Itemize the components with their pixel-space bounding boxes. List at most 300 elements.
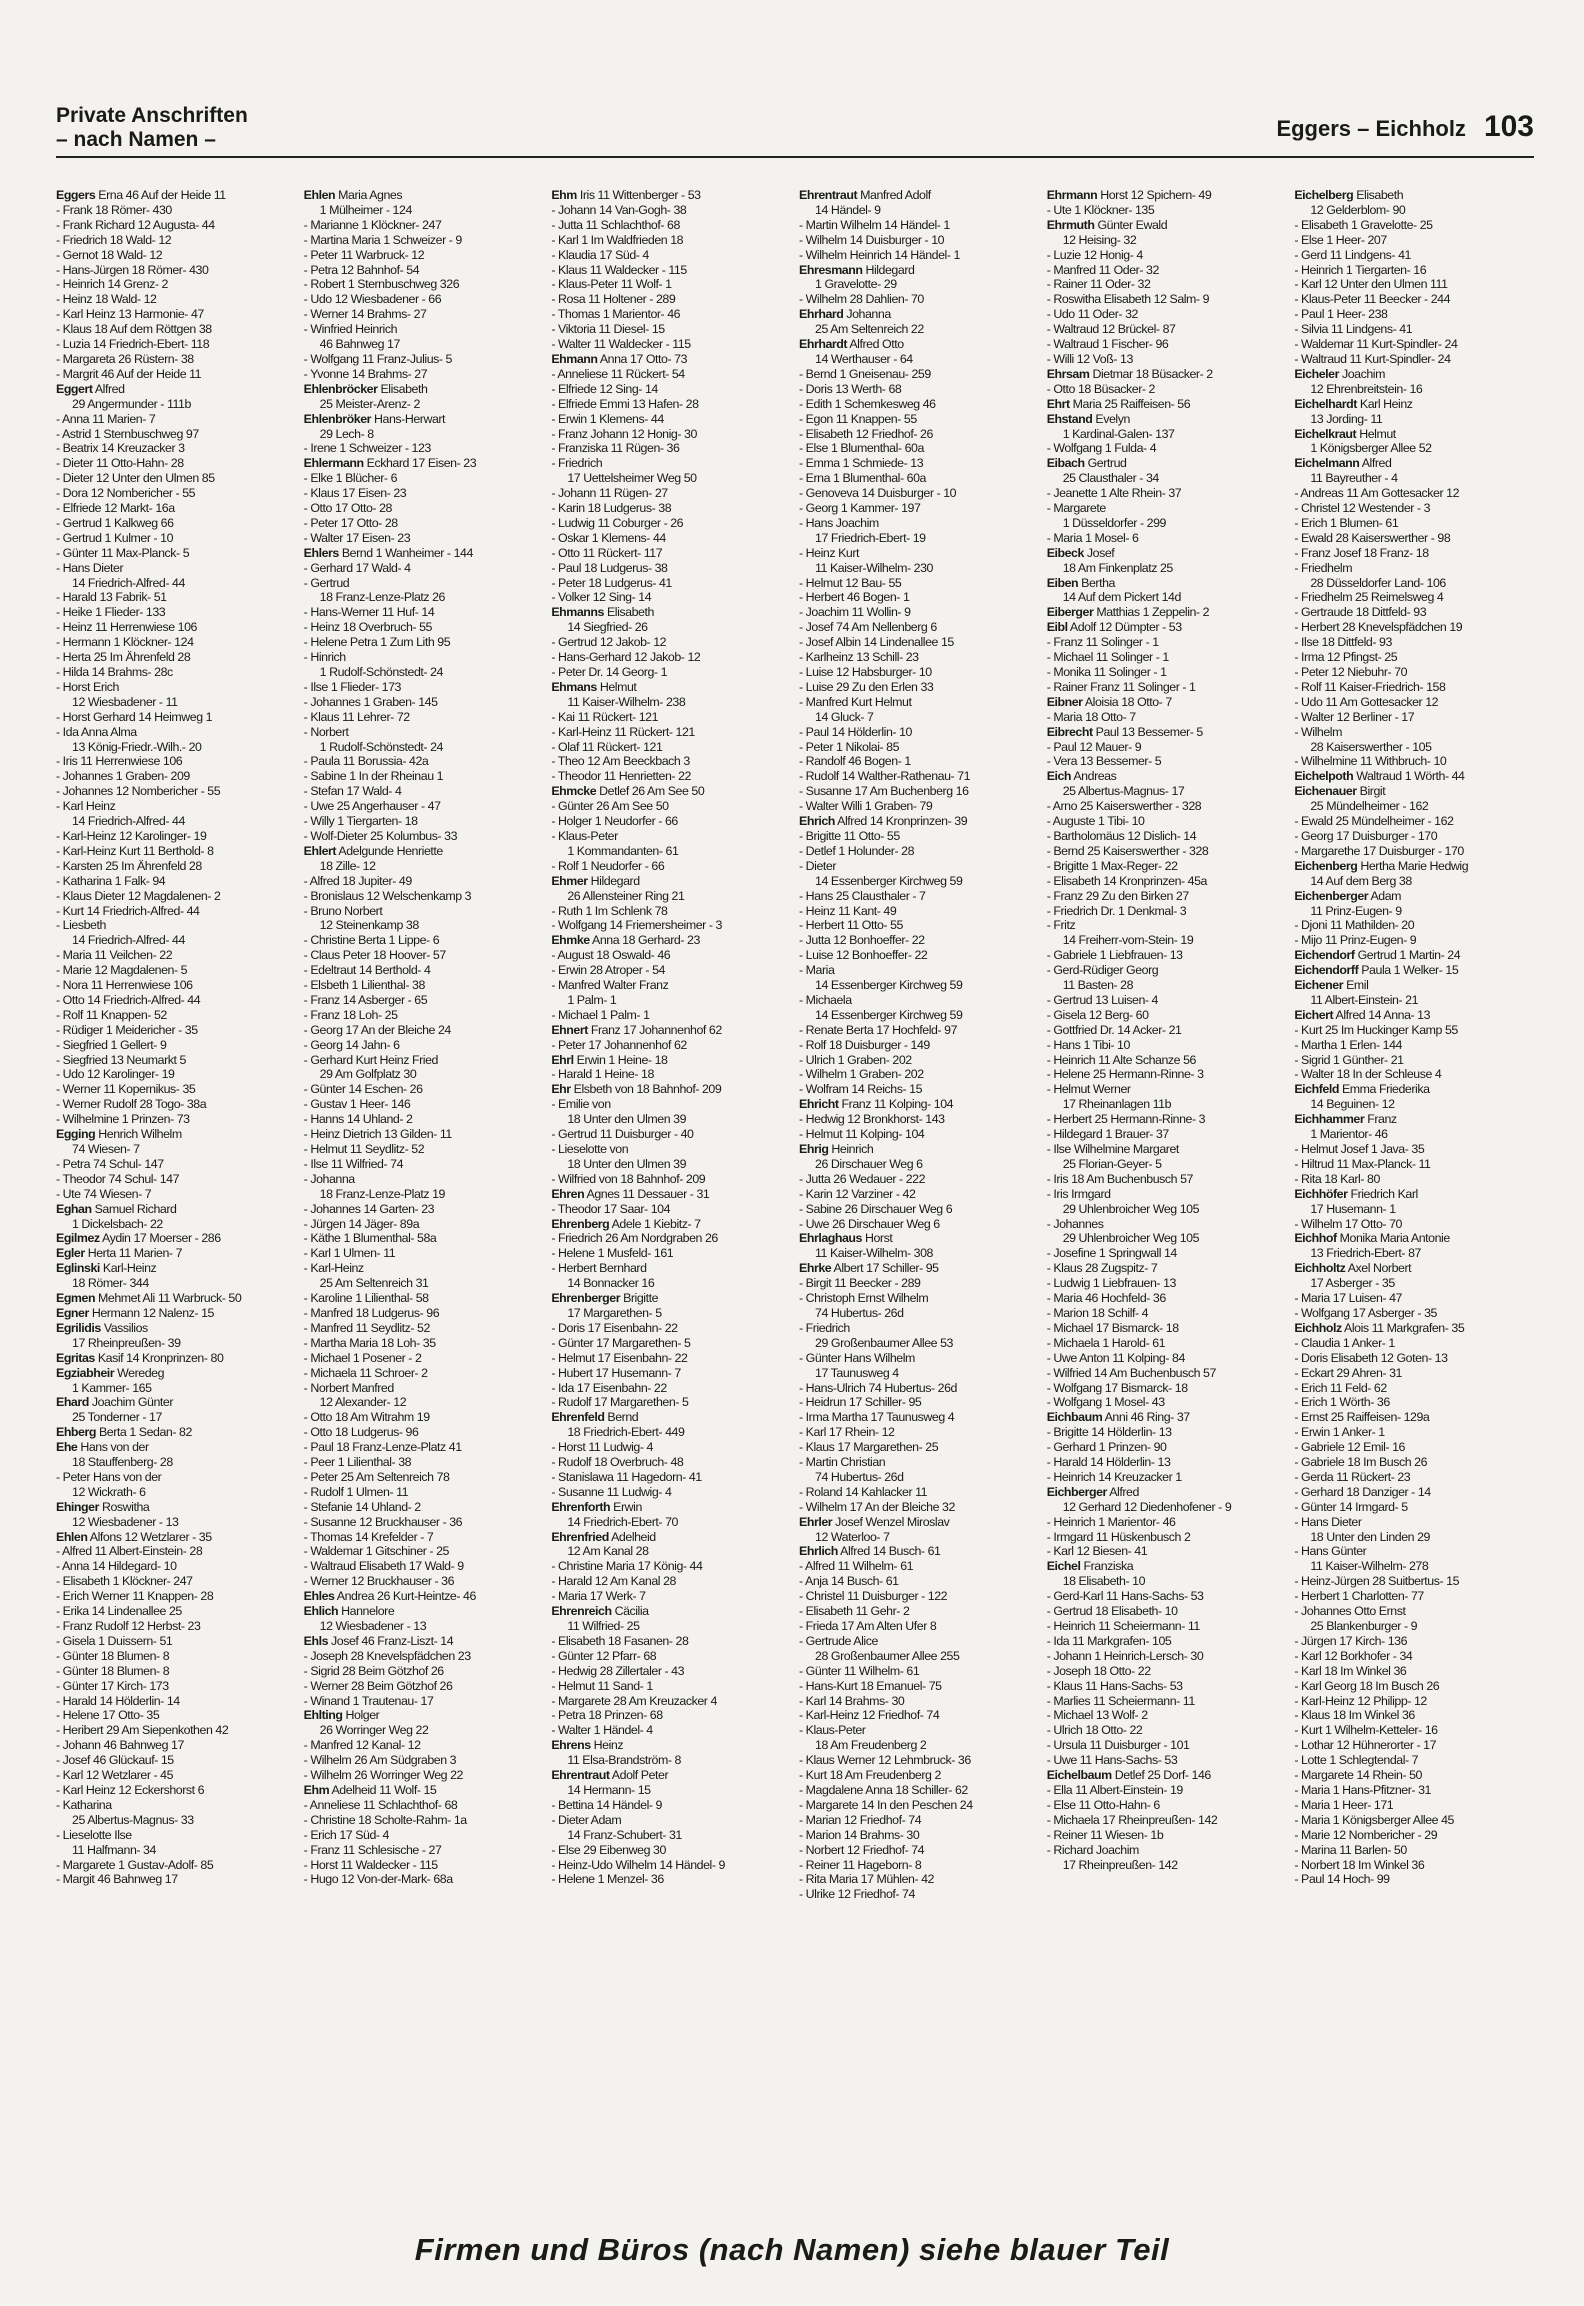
directory-entry: - Gisela 1 Duissern- 51 bbox=[56, 1633, 173, 1648]
surname: Ehmann bbox=[551, 351, 598, 366]
directory-entry: Eichenberger Adam bbox=[1294, 888, 1402, 903]
directory-entry: - Gernot 18 Wald- 12 bbox=[56, 247, 163, 262]
directory-entry: - Michael 17 Bismarck- 18 bbox=[1046, 1320, 1179, 1335]
directory-entry: Ehrler Josef Wenzel Miroslav bbox=[799, 1514, 950, 1529]
directory-entry: - Hans 1 Tibi- 10 bbox=[1046, 1037, 1130, 1052]
directory-entry: - Astrid 1 Sternbuschweg 97 bbox=[56, 426, 199, 441]
directory-entry: - Heinrich 11 Alte Schanze 56 bbox=[1046, 1052, 1196, 1067]
page-header-left bbox=[56, 104, 248, 152]
surname: Ehberg bbox=[56, 1425, 96, 1440]
directory-entry: - Johann 46 Bahnweg 17 bbox=[56, 1738, 184, 1753]
directory-entry: - Genoveva 14 Duisburger - 10 bbox=[799, 486, 957, 501]
directory-entry: - Hans-Gerhard 12 Jakob- 12 bbox=[551, 650, 701, 665]
directory-entry: - Heinrich 14 Kreuzacker 1 bbox=[1046, 1469, 1182, 1484]
directory-entry: - Walter 11 Waldecker - 115 bbox=[551, 337, 691, 352]
directory-entry: - Hedwig 28 Zillertaler - 43 bbox=[551, 1663, 685, 1678]
directory-entry: 1 Königsberger Allee 52 bbox=[1310, 441, 1432, 456]
directory-entry: - Herta 25 Im Ährenfeld 28 bbox=[56, 650, 191, 665]
directory-entry: - Frieda 17 Am Alten Ufer 8 bbox=[799, 1619, 937, 1633]
directory-entry: - Otto 18 Ludgerus- 96 bbox=[303, 1425, 419, 1440]
directory-entry: - Friedhelm 25 Reimelsweg 4 bbox=[1294, 590, 1444, 605]
directory-entry: - Rolf 11 Kaiser-Friedrich- 158 bbox=[1294, 679, 1446, 694]
directory-entry: - Stefan 17 Wald- 4 bbox=[303, 784, 402, 799]
directory-entry: - Christoph Ernst Wilhelm bbox=[799, 1291, 929, 1306]
directory-entry: 11 Wilfried- 25 bbox=[567, 1619, 640, 1633]
directory-entry: - Friedrich bbox=[551, 456, 603, 471]
directory-entry: - Wolfgang 1 Fulda- 4 bbox=[1046, 441, 1157, 456]
directory-entry: - Sigrid 28 Beim Götzhof 26 bbox=[303, 1663, 444, 1678]
directory-entry: - Friedrich 18 Wald- 12 bbox=[56, 232, 172, 247]
directory-entry: - Rüdiger 1 Meidericher - 35 bbox=[56, 1022, 198, 1037]
directory-entry: 18 Franz-Lenze-Platz 19 bbox=[319, 1186, 446, 1201]
directory-entry: - Ilse 18 Dittfeld- 93 bbox=[1294, 635, 1392, 650]
directory-entry: Eichendorff Paula 1 Welker- 15 bbox=[1294, 963, 1459, 978]
directory-entry: - Karl-Heinz bbox=[303, 1261, 364, 1276]
directory-entry: - Anna 14 Hildegard- 10 bbox=[56, 1559, 177, 1574]
directory-entry: - Frank Richard 12 Augusta- 44 bbox=[56, 217, 215, 232]
directory-entry: Ehrlaghaus Horst bbox=[799, 1231, 893, 1246]
surname: Eichenberger bbox=[1294, 888, 1369, 903]
directory-entry: - Karl 12 Borkhofer - 34 bbox=[1294, 1648, 1413, 1663]
directory-entry: - Claudia 1 Anker- 1 bbox=[1294, 1335, 1395, 1350]
directory-entry: - Karl-Heinz 12 Karolinger- 19 bbox=[56, 828, 207, 843]
directory-entry: - Luise 29 Zu den Erlen 33 bbox=[799, 679, 934, 694]
directory-entry: - Otto 18 Am Witrahm 19 bbox=[303, 1410, 430, 1425]
directory-entry: - Wolfgang 11 Franz-Julius- 5 bbox=[303, 351, 452, 366]
directory-entry: - Otto 14 Friedrich-Alfred- 44 bbox=[56, 992, 201, 1007]
surname: Eiben bbox=[1046, 575, 1079, 590]
directory-entry: - Joseph 18 Otto- 22 bbox=[1046, 1663, 1151, 1678]
directory-entry: - Ida 11 Markgrafen- 105 bbox=[1046, 1633, 1172, 1648]
directory-entry: 17 Friedrich-Ebert- 19 bbox=[815, 530, 926, 545]
directory-entry: Eibner Aloisia 18 Otto- 7 bbox=[1046, 694, 1172, 709]
surname: Ehrmann bbox=[1046, 188, 1098, 202]
directory-entry: - Christine Maria 17 König- 44 bbox=[551, 1559, 703, 1574]
directory-entry: - Kurt 18 Am Freudenberg 2 bbox=[799, 1768, 941, 1783]
directory-entry: Eglinski Karl-Heinz bbox=[56, 1261, 157, 1276]
directory-entry: - Klaus Werner 12 Lehmbruck- 36 bbox=[799, 1753, 971, 1768]
directory-entry: - Helmut 11 Kolping- 104 bbox=[799, 1127, 925, 1142]
directory-entry: - Susanne 17 Am Buchenberg 16 bbox=[799, 784, 969, 799]
directory-entry: - Karsten 25 Im Ährenfeld 28 bbox=[56, 858, 202, 873]
directory-entry: Ehrmann Horst 12 Spichern- 49 bbox=[1046, 188, 1212, 202]
directory-entry: - Ella 11 Albert-Einstein- 19 bbox=[1046, 1782, 1183, 1797]
surname: Eichert bbox=[1294, 1007, 1334, 1022]
directory-entry: - Paul 14 Hoch- 99 bbox=[1294, 1872, 1390, 1887]
directory-entry: Eiberger Matthias 1 Zeppelin- 2 bbox=[1046, 605, 1210, 620]
directory-entry: - Irene 1 Schweizer - 123 bbox=[303, 441, 431, 456]
surname: Eichelpoth bbox=[1294, 769, 1354, 784]
directory-entry: - Peer 1 Lilienthal- 38 bbox=[303, 1455, 412, 1470]
surname: Egmen bbox=[56, 1291, 96, 1306]
directory-entry: - Reiner 11 Hageborn- 8 bbox=[799, 1857, 922, 1872]
directory-entry: - Lieselotte von bbox=[551, 1142, 629, 1156]
directory-entry: - Petra 18 Prinzen- 68 bbox=[551, 1708, 663, 1723]
directory-entry: - Paula 11 Borussia- 42a bbox=[303, 754, 429, 769]
directory-entry: - Wolfgang 17 Bismarck- 18 bbox=[1046, 1380, 1188, 1395]
directory-entry: 25 Florian-Geyer- 5 bbox=[1062, 1156, 1162, 1171]
directory-entry: - Rolf 11 Knappen- 52 bbox=[56, 1007, 167, 1022]
directory-entry: - Roswitha Elisabeth 12 Salm- 9 bbox=[1046, 292, 1210, 307]
directory-entry: - Waltraud 12 Brückel- 87 bbox=[1046, 322, 1176, 337]
directory-entry: - Manfred Kurt Helmut bbox=[799, 694, 912, 709]
surname: Eich bbox=[1046, 769, 1072, 784]
directory-entry: - Werner 12 Bruckhauser - 36 bbox=[303, 1574, 455, 1589]
page-header-right bbox=[1276, 110, 1534, 144]
directory-entry: - Manfred 11 Oder- 32 bbox=[1046, 262, 1159, 277]
surname: Ehrhardt bbox=[799, 337, 848, 352]
directory-entry: 74 Hubertus- 26d bbox=[815, 1469, 904, 1484]
directory-entry: - Johann 11 Rügen- 27 bbox=[551, 486, 668, 501]
directory-entry: - Paul 14 Hölderlin- 10 bbox=[799, 724, 912, 739]
directory-entry: 12 Gelderblom- 90 bbox=[1310, 202, 1406, 217]
directory-entry: 28 Großenbaumer Allee 255 bbox=[815, 1648, 960, 1663]
directory-entry: - Heinz-Jürgen 28 Suitbertus- 15 bbox=[1294, 1574, 1460, 1589]
directory-entry: - Karl 14 Brahms- 30 bbox=[799, 1693, 905, 1708]
directory-entry: 1 Marientor- 46 bbox=[1310, 1127, 1388, 1142]
directory-entry: - Franz 18 Loh- 25 bbox=[303, 1007, 398, 1022]
directory-entry: Egziabheir Weredeg bbox=[56, 1365, 165, 1380]
directory-entry: - Silvia 11 Lindgens- 41 bbox=[1294, 322, 1413, 337]
directory-entry: - Viktoria 11 Diesel- 15 bbox=[551, 322, 665, 337]
surname: Ehinger bbox=[56, 1499, 99, 1514]
directory-entry: - Udo 11 Oder- 32 bbox=[1046, 307, 1138, 322]
surname: Ehlting bbox=[303, 1708, 343, 1723]
directory-entry: - Heribert 29 Am Siepenkothen 42 bbox=[56, 1723, 229, 1738]
directory-entry: Ehrenberger Brigitte bbox=[551, 1291, 659, 1306]
directory-entry: - Horst Gerhard 14 Heimweg 1 bbox=[56, 709, 213, 724]
directory-entry: - Waltraud 1 Fischer- 96 bbox=[1046, 337, 1169, 352]
surname: Eichbaum bbox=[1046, 1410, 1103, 1425]
directory-entry: - Iris 11 Herrenwiese 106 bbox=[56, 754, 183, 769]
directory-entry: - Ewald 25 Mündelheimer - 162 bbox=[1294, 814, 1454, 829]
surname: Eichelmann bbox=[1294, 456, 1360, 471]
directory-entry: - Hans Joachim bbox=[799, 515, 879, 530]
directory-entry: Ehmer Hildegard bbox=[551, 873, 640, 888]
surname: Eggert bbox=[56, 381, 93, 396]
directory-entry: - Peter 25 Am Seltenreich 78 bbox=[303, 1469, 450, 1484]
directory-entry: - Ulrich 18 Otto- 22 bbox=[1046, 1723, 1143, 1738]
directory-entry: - Yvonne 14 Brahms- 27 bbox=[303, 366, 428, 381]
directory-entry: 18 Unter den Ulmen 39 bbox=[567, 1112, 687, 1127]
directory-entry: - Herbert 1 Charlotten- 77 bbox=[1294, 1589, 1424, 1604]
directory-entry: 14 Auf dem Pickert 14d bbox=[1062, 590, 1181, 605]
directory-entry: - Marie 12 Nombericher - 29 bbox=[1294, 1827, 1438, 1842]
surname: Ehrt bbox=[1046, 396, 1070, 411]
directory-entry: 14 Händel- 9 bbox=[815, 202, 881, 217]
directory-entry: - Johannes bbox=[1046, 1216, 1104, 1231]
directory-entry: - Karl 1 Im Waldfrieden 18 bbox=[551, 232, 684, 247]
directory-entry: - Hans-Ulrich 74 Hubertus- 26d bbox=[799, 1380, 957, 1395]
directory-entry: - Ida Anna Alma bbox=[56, 724, 137, 739]
directory-entry: 26 Dirschauer Weg 6 bbox=[815, 1156, 923, 1171]
directory-entry: - Maria 17 Luisen- 47 bbox=[1294, 1291, 1402, 1306]
directory-entry: - Martin Wilhelm 14 Händel- 1 bbox=[799, 217, 950, 232]
directory-entry: - Rolf 18 Duisburger - 149 bbox=[799, 1037, 930, 1052]
directory-entry: - Joachim 11 Wollin- 9 bbox=[799, 605, 911, 620]
directory-entry: - Gertrud 18 Elisabeth- 10 bbox=[1046, 1604, 1178, 1619]
directory-entry: - Gerhard 1 Prinzen- 90 bbox=[1046, 1440, 1167, 1455]
directory-entry: Eicheler Joachim bbox=[1294, 366, 1385, 381]
directory-entry: Ehmanns Elisabeth bbox=[551, 605, 654, 620]
directory-entry: - Maria 18 Otto- 7 bbox=[1046, 709, 1136, 724]
directory-entry: - Günter 12 Pfarr- 68 bbox=[551, 1648, 657, 1663]
directory-entry: - Joseph 28 Knevelspfädchen 23 bbox=[303, 1648, 471, 1663]
directory-entry: Ehnert Franz 17 Johannenhof 62 bbox=[551, 1022, 722, 1037]
directory-entry: - Theodor 11 Henrietten- 22 bbox=[551, 769, 691, 784]
directory-entry: 1 Palm- 1 bbox=[567, 992, 617, 1007]
directory-entry: - Peter 11 Warbruck- 12 bbox=[303, 247, 425, 262]
surname: Eicheler bbox=[1294, 366, 1339, 381]
directory-entry: - Manfred Walter Franz bbox=[551, 978, 669, 993]
directory-entry: - Uwe Anton 11 Kolping- 84 bbox=[1046, 1350, 1185, 1365]
surname: Ehrenfeld bbox=[551, 1410, 605, 1425]
directory-entry: - Walter 12 Berliner - 17 bbox=[1294, 709, 1415, 724]
directory-entry: - Heinz 11 Herrenwiese 106 bbox=[56, 620, 197, 635]
directory-entry: - Susanne 12 Bruckhauser - 36 bbox=[303, 1514, 463, 1529]
directory-entry: - Iris Irmgard bbox=[1046, 1186, 1111, 1201]
directory-entry: - Ruth 1 Im Schlenk 78 bbox=[551, 903, 668, 918]
directory-entry: - Martin Christian bbox=[799, 1455, 886, 1470]
directory-entry: - Ute 74 Wiesen- 7 bbox=[56, 1186, 152, 1201]
directory-entry: 18 Römer- 344 bbox=[72, 1276, 149, 1291]
directory-entry: - Margareta 26 Rüstern- 38 bbox=[56, 351, 194, 366]
directory-entry: - Karl 1 Ulmen- 11 bbox=[303, 1246, 396, 1261]
directory-entry: - Heinrich 1 Marientor- 46 bbox=[1046, 1514, 1176, 1529]
directory-entry: 18 Stauffenberg- 28 bbox=[72, 1455, 173, 1470]
surname: Eghan bbox=[56, 1201, 92, 1216]
directory-entry: - Johanna bbox=[303, 1171, 355, 1186]
directory-entry: - Heinz 18 Overbruch- 55 bbox=[303, 620, 432, 635]
directory-entry: - Franz 11 Solinger - 1 bbox=[1046, 635, 1159, 650]
directory-entry: Eghan Samuel Richard bbox=[56, 1201, 177, 1216]
surname: Egner bbox=[56, 1305, 89, 1320]
directory-entry: Eichelberg Elisabeth bbox=[1294, 188, 1404, 202]
directory-entry: - Else 29 Eibenweg 30 bbox=[551, 1842, 666, 1857]
directory-entry: - Elfriede 12 Sing- 14 bbox=[551, 381, 658, 396]
surname: Egging bbox=[56, 1127, 96, 1142]
directory-entry: - Hans 25 Clausthaler - 7 bbox=[799, 888, 926, 903]
directory-entry: - Hilda 14 Brahms- 28c bbox=[56, 665, 173, 679]
directory-entry: 17 Rheinpreußen- 39 bbox=[72, 1335, 181, 1350]
directory-entry: 46 Bahnweg 17 bbox=[319, 337, 400, 352]
directory-entry: 11 Kaiser-Wilhelm- 238 bbox=[567, 694, 686, 709]
directory-entry: Ehrenfried Adelheid bbox=[551, 1529, 656, 1544]
directory-entry: - Horst 11 Waldecker - 115 bbox=[303, 1857, 438, 1872]
directory-entry: Eichelpoth Waltraud 1 Wörth- 44 bbox=[1294, 769, 1465, 784]
directory-entry: 28 Kaiserswerther - 105 bbox=[1310, 739, 1432, 754]
directory-entry: - Otto 17 Otto- 28 bbox=[303, 501, 392, 516]
directory-entry: - Karin 18 Ludgerus- 38 bbox=[551, 501, 672, 516]
directory-entry: - Ilse 1 Flieder- 173 bbox=[303, 679, 401, 694]
directory-entry: Eiben Bertha bbox=[1046, 575, 1115, 590]
surname: Ehm bbox=[303, 1782, 330, 1797]
directory-entry: - Dieter 12 Unter den Ulmen 85 bbox=[56, 471, 215, 486]
directory-entry: Eichener Emil bbox=[1294, 978, 1369, 993]
directory-entry: - Klaus 11 Hans-Sachs- 53 bbox=[1046, 1678, 1183, 1693]
directory-entry: 12 Am Kanal 28 bbox=[567, 1544, 649, 1559]
directory-entry: Ehlich Hannelore bbox=[303, 1604, 395, 1619]
directory-entry: 18 Elisabeth- 10 bbox=[1062, 1574, 1146, 1589]
directory-entry: - Johannes 1 Graben- 145 bbox=[303, 694, 438, 709]
directory-entry: - Katharina 1 Falk- 94 bbox=[56, 873, 166, 888]
directory-entry: - Andreas 11 Am Gottesacker 12 bbox=[1294, 486, 1460, 501]
directory-entry: - Monika 11 Solinger - 1 bbox=[1046, 665, 1167, 679]
directory-entry: 12 Ehrenbreitstein- 16 bbox=[1310, 381, 1423, 396]
directory-entry: - Heinz 18 Wald- 12 bbox=[56, 292, 157, 307]
directory-entry: - Wilhelm 17 An der Bleiche 32 bbox=[799, 1499, 955, 1514]
directory-entry: - Willy 1 Tiergarten- 18 bbox=[303, 814, 418, 829]
directory-entry: - Winfried Heinrich bbox=[303, 322, 398, 337]
directory-entry: - Brigitte 14 Hölderlin- 13 bbox=[1046, 1425, 1172, 1440]
directory-entry: - Gerd 11 Lindgens- 41 bbox=[1294, 247, 1411, 262]
directory-entry: - Ulrike 12 Friedhof- 74 bbox=[799, 1887, 915, 1902]
directory-entry: - Karl Georg 18 Im Busch 26 bbox=[1294, 1678, 1440, 1693]
directory-entry: - Michaela 1 Harold- 61 bbox=[1046, 1335, 1166, 1350]
directory-entry: 17 Asberger - 35 bbox=[1310, 1276, 1395, 1291]
directory-entry: Eibeck Josef bbox=[1046, 545, 1115, 560]
directory-entry: - Klaus-Peter 11 Wolf- 1 bbox=[551, 277, 672, 292]
directory-entry: - Lothar 12 Hühnerorter - 17 bbox=[1294, 1738, 1437, 1753]
directory-entry: - Marie 12 Magdalenen- 5 bbox=[56, 963, 188, 978]
directory-entry: - Michaela 11 Schroer- 2 bbox=[303, 1365, 428, 1380]
directory-entry: Ehrsam Dietmar 18 Büsacker- 2 bbox=[1046, 366, 1213, 381]
directory-entry: 13 Friedrich-Ebert- 87 bbox=[1310, 1246, 1421, 1261]
directory-entry: Ehr Elsbeth von 18 Bahnhof- 209 bbox=[551, 1082, 722, 1097]
surname: Egziabheir bbox=[56, 1365, 115, 1380]
directory-entry: - Manfred 11 Seydlitz- 52 bbox=[303, 1320, 430, 1335]
directory-entry: - Franziska 11 Rügen- 36 bbox=[551, 441, 680, 456]
directory-entry: - Heinz Kurt bbox=[799, 545, 860, 560]
directory-entry: - Marian 12 Friedhof- 74 bbox=[799, 1812, 922, 1827]
directory-entry: - Egon 11 Knappen- 55 bbox=[799, 411, 917, 426]
directory-entry: - Kurt 14 Friedrich-Alfred- 44 bbox=[56, 903, 200, 918]
directory-entry: - Norbert bbox=[303, 724, 349, 739]
directory-entry: 18 Am Freudenberg 2 bbox=[815, 1738, 927, 1753]
directory-entry: - Günter 14 Irmgard- 5 bbox=[1294, 1499, 1408, 1514]
directory-entry: - Maria 1 Hans-Pfitzner- 31 bbox=[1294, 1782, 1431, 1797]
directory-entry: - Kurt 1 Wilhelm-Ketteler- 16 bbox=[1294, 1723, 1438, 1738]
directory-entry: - Helene 1 Musfeld- 161 bbox=[551, 1246, 674, 1261]
directory-entry: - Anja 14 Busch- 61 bbox=[799, 1574, 899, 1589]
directory-entry: - Klaus 11 Lehrer- 72 bbox=[303, 709, 410, 724]
directory-entry: - Sabine 1 In der Rheinau 1 bbox=[303, 769, 444, 784]
surname: Ehrenberg bbox=[551, 1216, 610, 1231]
directory-entry: - Franz Josef 18 Franz- 18 bbox=[1294, 545, 1429, 560]
directory-entry: - Rita Maria 17 Mühlen- 42 bbox=[799, 1872, 935, 1887]
directory-entry: Egler Herta 11 Marien- 7 bbox=[56, 1246, 183, 1261]
directory-entry: - Ilse 11 Wilfried- 74 bbox=[303, 1156, 404, 1171]
directory-entry: - Martha 1 Erlen- 144 bbox=[1294, 1037, 1402, 1052]
directory-entry: 14 Friedrich-Ebert- 70 bbox=[567, 1514, 678, 1529]
directory-entry: - Georg 1 Kammer- 197 bbox=[799, 501, 921, 516]
directory-entry: - Klaus 17 Eisen- 23 bbox=[303, 486, 407, 501]
directory-entry: 1 Gravelotte- 29 bbox=[815, 277, 897, 292]
directory-entry: - Harald 13 Fabrik- 51 bbox=[56, 590, 167, 605]
surname: Eibl bbox=[1046, 620, 1068, 635]
directory-entry: 25 Mündelheimer - 162 bbox=[1310, 799, 1429, 814]
surname: Ehrenberger bbox=[551, 1291, 621, 1306]
directory-entry: - August 18 Oswald- 46 bbox=[551, 948, 671, 963]
directory-entry: - Luise 12 Habsburger- 10 bbox=[799, 665, 932, 679]
directory-entry: - Friedrich Dr. 1 Denkmal- 3 bbox=[1046, 903, 1187, 918]
directory-entry: Ehlenbröker Hans-Herwart bbox=[303, 411, 446, 426]
directory-entry: - Karl-Heinz 12 Friedhof- 74 bbox=[799, 1708, 940, 1723]
directory-entry: - Susanne 11 Ludwig- 4 bbox=[551, 1484, 672, 1499]
directory-entry: - Elisabeth 12 Friedhof- 26 bbox=[799, 426, 933, 441]
directory-entry: - Theodor 17 Saar- 104 bbox=[551, 1201, 671, 1216]
directory-entry: Eichbaum Anni 46 Ring- 37 bbox=[1046, 1410, 1190, 1425]
surname: Ehrenfried bbox=[551, 1529, 609, 1544]
directory-entry: - Gertrude Alice bbox=[799, 1633, 878, 1648]
directory-entry: - Heinrich 14 Grenz- 2 bbox=[56, 277, 168, 292]
directory-entry: - Wilhelm 17 Otto- 70 bbox=[1294, 1216, 1402, 1231]
directory-entry: - Wilhelmine 11 Withbruch- 10 bbox=[1294, 754, 1447, 769]
surname: Egrilidis bbox=[56, 1320, 101, 1335]
directory-entry: Ehrt Maria 25 Raiffeisen- 56 bbox=[1046, 396, 1191, 411]
directory-entry: - Elisabeth 11 Gehr- 2 bbox=[799, 1604, 910, 1619]
directory-entry: 11 Kaiser-Wilhelm- 230 bbox=[815, 560, 933, 575]
directory-entry: Ehrenforth Erwin bbox=[551, 1499, 642, 1514]
directory-entry: Ehmann Anna 17 Otto- 73 bbox=[551, 351, 688, 366]
directory-entry: 1 Düsseldorfer - 299 bbox=[1062, 515, 1166, 530]
directory-entry: 18 Zille- 12 bbox=[319, 858, 376, 873]
directory-entry: - Gabriele 12 Emil- 16 bbox=[1294, 1440, 1405, 1455]
directory-entry: 74 Wiesen- 7 bbox=[72, 1142, 140, 1156]
directory-entry: - Heinz 11 Kant- 49 bbox=[799, 903, 897, 918]
surname: Eichhof bbox=[1294, 1231, 1337, 1246]
directory-entry: - Emilie von bbox=[551, 1097, 611, 1112]
surname: Ehrl bbox=[551, 1052, 574, 1067]
surname: Ehlert bbox=[303, 843, 337, 858]
surname: Ehrentraut bbox=[551, 1768, 610, 1783]
directory-entry: - Marina 11 Barlen- 50 bbox=[1294, 1842, 1407, 1857]
directory-entry: - Hans Dieter bbox=[56, 560, 124, 575]
directory-entry: - Christel 11 Duisburger - 122 bbox=[799, 1589, 948, 1604]
directory-entry: - Brigitte 11 Otto- 55 bbox=[799, 828, 900, 843]
directory-entry: - Horst Erich bbox=[56, 679, 119, 694]
directory-entry: 17 Taunusweg 4 bbox=[815, 1365, 899, 1380]
directory-entry: - Margarete 1 Gustav-Adolf- 85 bbox=[56, 1857, 214, 1872]
directory-entry: Ehlting Holger bbox=[303, 1708, 380, 1723]
footer-note: Firmen und Büros (nach Namen) siehe blauer Teil bbox=[414, 2232, 1170, 2267]
directory-entry: - Margarethe 17 Duisburger - 170 bbox=[1294, 843, 1464, 858]
directory-entry: - Klaus 28 Zugspitz- 7 bbox=[1046, 1261, 1158, 1276]
directory-entry: - Herbert 28 Knevelspfädchen 19 bbox=[1294, 620, 1463, 635]
directory-entry: - Maria 1 Heer- 171 bbox=[1294, 1797, 1394, 1812]
directory-entry: - Gertraude 18 Dittfeld- 93 bbox=[1294, 605, 1427, 620]
directory-entry: - Harald 1 Heine- 18 bbox=[551, 1067, 654, 1082]
directory-entry: - Hildegard 1 Brauer- 37 bbox=[1046, 1127, 1169, 1142]
directory-entry: 18 Am Finkenplatz 25 bbox=[1062, 560, 1173, 575]
directory-entry: Ehren Agnes 11 Dessauer - 31 bbox=[551, 1186, 710, 1201]
directory-entry: 17 Rheinanlagen 11b bbox=[1062, 1097, 1172, 1112]
directory-entry: - Randolf 46 Bogen- 1 bbox=[799, 754, 911, 769]
directory-entry: - Christel 12 Westender - 3 bbox=[1294, 501, 1431, 516]
directory-entry: - Karl 18 Im Winkel 36 bbox=[1294, 1663, 1407, 1678]
directory-entry: - Wilhelm 26 Worringer Weg 22 bbox=[303, 1768, 464, 1783]
directory-entry: 11 Bayreuther - 4 bbox=[1310, 471, 1398, 486]
directory-entry: - Werner Rudolf 28 Togo- 38a bbox=[56, 1097, 207, 1112]
directory-entry: - Claus Peter 18 Hoover- 57 bbox=[303, 948, 446, 963]
directory-entry: - Johann 1 Heinrich-Lersch- 30 bbox=[1046, 1648, 1204, 1663]
directory-entry: Ehrhard Johanna bbox=[799, 307, 891, 322]
directory-entry: - Maria 1 Königsberger Allee 45 bbox=[1294, 1812, 1454, 1827]
directory-entry: Ehrke Albert 17 Schiller- 95 bbox=[799, 1261, 939, 1276]
directory-entry: - Josef 46 Glückauf- 15 bbox=[56, 1753, 174, 1768]
directory-column bbox=[799, 188, 1041, 2173]
directory-entry: Egritas Kasif 14 Kronprinzen- 80 bbox=[56, 1350, 224, 1365]
